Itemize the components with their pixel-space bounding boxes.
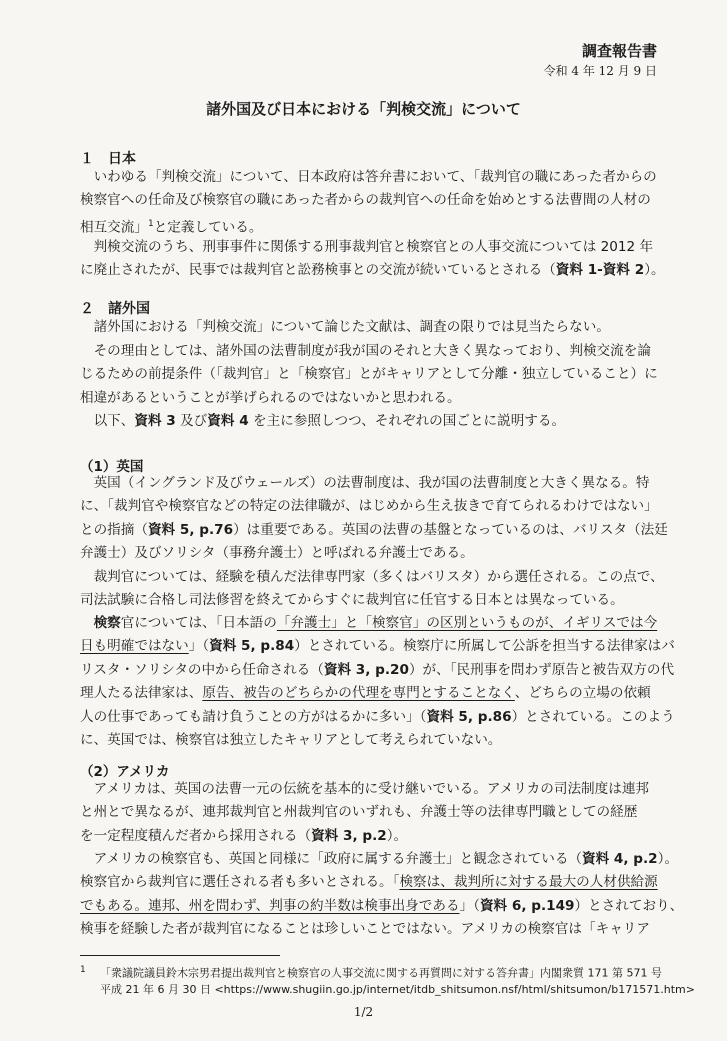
text-line: に、英国では、検察官は独立したキャリアとして考えられていない。 — [80, 732, 502, 749]
document-title: 諸外国及び日本における「判検交流」について — [206, 100, 521, 118]
text-segment: 検察 — [93, 615, 121, 631]
footnote-mark: 1 — [80, 965, 86, 975]
section-heading-japan: １ 日本 — [80, 151, 136, 167]
text-line — [80, 682, 660, 705]
text-line — [80, 635, 675, 658]
text-line: 諸外国における「判検交流」について論じた文献は、調査の限りでは見当たらない。 — [93, 319, 610, 335]
paragraph-japan-1 — [80, 166, 660, 240]
paragraph-japan-2 — [80, 236, 665, 283]
paragraph-foreign-2 — [80, 340, 660, 410]
text-line — [80, 895, 684, 918]
source-citation: 資料 5, p.86 — [426, 708, 512, 725]
subsection-heading-uk: （1）英国 — [80, 459, 144, 475]
underlined-quote: 原告、被告のどちらかの代理を専門とすることなく — [202, 685, 515, 702]
source-citation: 資料 4 — [207, 413, 249, 429]
paragraph-foreign-1 — [80, 316, 660, 339]
text-line: と州とで異なるが、連邦裁判官と州裁判官のいずれも、弁護士等の法律専門職としての経歴 — [80, 804, 638, 821]
text-segment: 」（ — [459, 897, 480, 914]
text-segment: との指摘（ — [80, 521, 148, 538]
text-segment: 及び — [175, 413, 208, 429]
text-line: 英国（イングランド及びウェールズ）の法曹制度は、我が国の法曹制度と大きく異なる。特 — [93, 475, 650, 491]
footnote-text: 「衆議院議員鈴木宗男君提出裁判官と検察官の人事交流に関する再質問に対する答弁書」内閣衆質 171 第 571 号 — [100, 966, 662, 980]
underlined-quote: でもある。連邦、州を問わず、判事の約半数は検事出身である — [80, 897, 460, 914]
text-line: アメリカは、英国の法曹一元の伝統を基本的に受け継いでいる。アメリカの司法制度は連邦 — [93, 781, 650, 797]
text-segment: 検察官から裁判官に選任される者も多いとされる。「 — [80, 874, 400, 891]
text-segment: 官については、「日本語の — [120, 615, 277, 631]
text-line — [80, 848, 679, 871]
footnote-line: 平成 21 年 6 月 30 日 <https://www.shugiin.go.jp/internet/itdb_shitsumon.nsf/html/shitsumon/b171571.htm> — [100, 982, 695, 996]
text-segment: ）が、「民刑事を問わず原告と被告双方の代 — [408, 661, 675, 678]
subsection-heading-usa: （2）アメリカ — [80, 764, 170, 780]
text-line: に、「裁判官や検察官などの特定の法律職が、はじめから生え抜きで育てられるわけではない」 — [80, 498, 658, 515]
paragraph-uk-1 — [80, 472, 668, 566]
text-line: 検事を経験した者が裁判官になることは珍しいことではない。アメリカの検察官は「キャリア — [80, 921, 650, 938]
text-line — [80, 612, 660, 635]
text-segment: と定義している。 — [153, 219, 263, 236]
source-citation: 資料 5, p.84 — [209, 638, 295, 655]
document-date: 令和 4 年 12 月 9 日 — [543, 64, 657, 78]
source-citation: 資料 1-資料 2 — [555, 262, 645, 279]
source-citation: 資料 3, p.20 — [323, 661, 409, 678]
text-line — [80, 871, 660, 894]
footnote-line — [80, 962, 680, 982]
text-line: 検察官への任命及び検察官の職にあった者からの裁判官への任命を始めとする法曹間の人材の — [80, 192, 651, 209]
text-line: 相違があるということが挙げられるのではないかと思われる。 — [80, 389, 461, 406]
text-segment: ）。 — [657, 851, 679, 867]
text-segment: に廃止されたが、民事では裁判官と訟務検事との交流が続いているとされる（ — [80, 262, 556, 279]
text-line: その理由としては、諸外国の法曹制度が我が国のそれと大きく異なっており、判検交流を論 — [93, 343, 651, 359]
paragraph-foreign-3 — [80, 410, 660, 433]
text-segment: アメリカの検察官も、英国と同様に「政府に属する弁護士」と観念されている（ — [93, 851, 583, 867]
text-line — [80, 659, 675, 682]
document-type-label: 調査報告書 — [581, 42, 657, 60]
footnote-divider — [80, 955, 280, 956]
paragraph-usa-1 — [80, 778, 660, 848]
text-line — [80, 519, 668, 542]
source-citation: 資料 4, p.2 — [582, 851, 658, 867]
text-segment: 以下、 — [93, 413, 135, 429]
underlined-quote: 検察は、裁判所に対する最大の人材供給源 — [399, 874, 658, 891]
underlined-quote: 「弁護士」と「検察官」の区別というものが、イギリスでは今 — [276, 615, 658, 631]
underlined-quote: 日も明確ではない — [80, 638, 189, 655]
text-segment: を主に参照しつつ、それぞれの国ごとに説明する。 — [248, 413, 566, 429]
text-line: じるための前提条件（「裁判官」と「検察官」とがキャリアとして分離・独立していること）に — [80, 366, 658, 383]
text-line — [80, 259, 665, 282]
source-citation: 資料 3 — [134, 413, 176, 429]
text-segment: ）とされている。検察庁に所属して公訴を担当する法律家はバ — [294, 638, 675, 655]
page-number: 1/2 — [353, 1005, 374, 1019]
text-segment: ）。 — [386, 827, 408, 844]
text-line: いわゆる「判検交流」について、日本政府は答弁書において、「裁判官の職にあった者からの — [93, 169, 657, 185]
footnote-reference: 1 — [147, 218, 154, 229]
source-citation: 資料 5, p.76 — [147, 521, 234, 538]
text-segment: ）。 — [644, 262, 665, 279]
text-line: 弁護士）及びソリシタ（事務弁護士）と呼ばれる弁護士である。 — [80, 545, 474, 562]
text-line — [80, 706, 675, 729]
text-segment: 人の仕事であっても請け負うことの方がはるかに多い」（ — [80, 708, 427, 725]
text-segment: リスタ・ソリシタの中から任命される（ — [80, 661, 324, 678]
text-line: 司法試験に合格し司法修習を終えてからすぐに裁判官に任官する日本とは異なっている。 — [80, 592, 624, 609]
text-segment: 」（ — [188, 638, 210, 655]
text-segment: ）とされており、 — [574, 897, 684, 914]
paragraph-uk-3 — [80, 612, 675, 752]
text-segment: を一定程度積んだ者から採用される（ — [80, 827, 312, 844]
text-segment: 理人たる法律家は、 — [80, 685, 203, 702]
text-line — [80, 410, 660, 433]
paragraph-uk-2 — [80, 566, 664, 613]
text-segment: ）とされている。このよう — [511, 708, 675, 725]
text-line: 判検交流のうち、刑事事件に関係する刑事裁判官と検察官との人事交流については 2012 年 — [93, 239, 654, 255]
text-segment: ）は重要である。英国の法曹の基盤となっているのは、バリスタ（法廷 — [233, 521, 668, 538]
text-line: 裁判官については、経験を積んだ法律専門家（多くはバリスタ）から選任される。この点で、 — [93, 569, 664, 585]
source-citation: 資料 6, p.149 — [479, 897, 575, 914]
text-line — [80, 825, 660, 848]
source-citation: 資料 3, p.2 — [311, 827, 387, 844]
paragraph-usa-2 — [80, 848, 684, 942]
footnote — [80, 962, 695, 998]
section-heading-foreign: ２ 諸外国 — [80, 301, 150, 317]
text-segment: 、どちらの立場の依頼 — [514, 685, 651, 702]
text-segment: 相互交流」 — [80, 219, 148, 236]
